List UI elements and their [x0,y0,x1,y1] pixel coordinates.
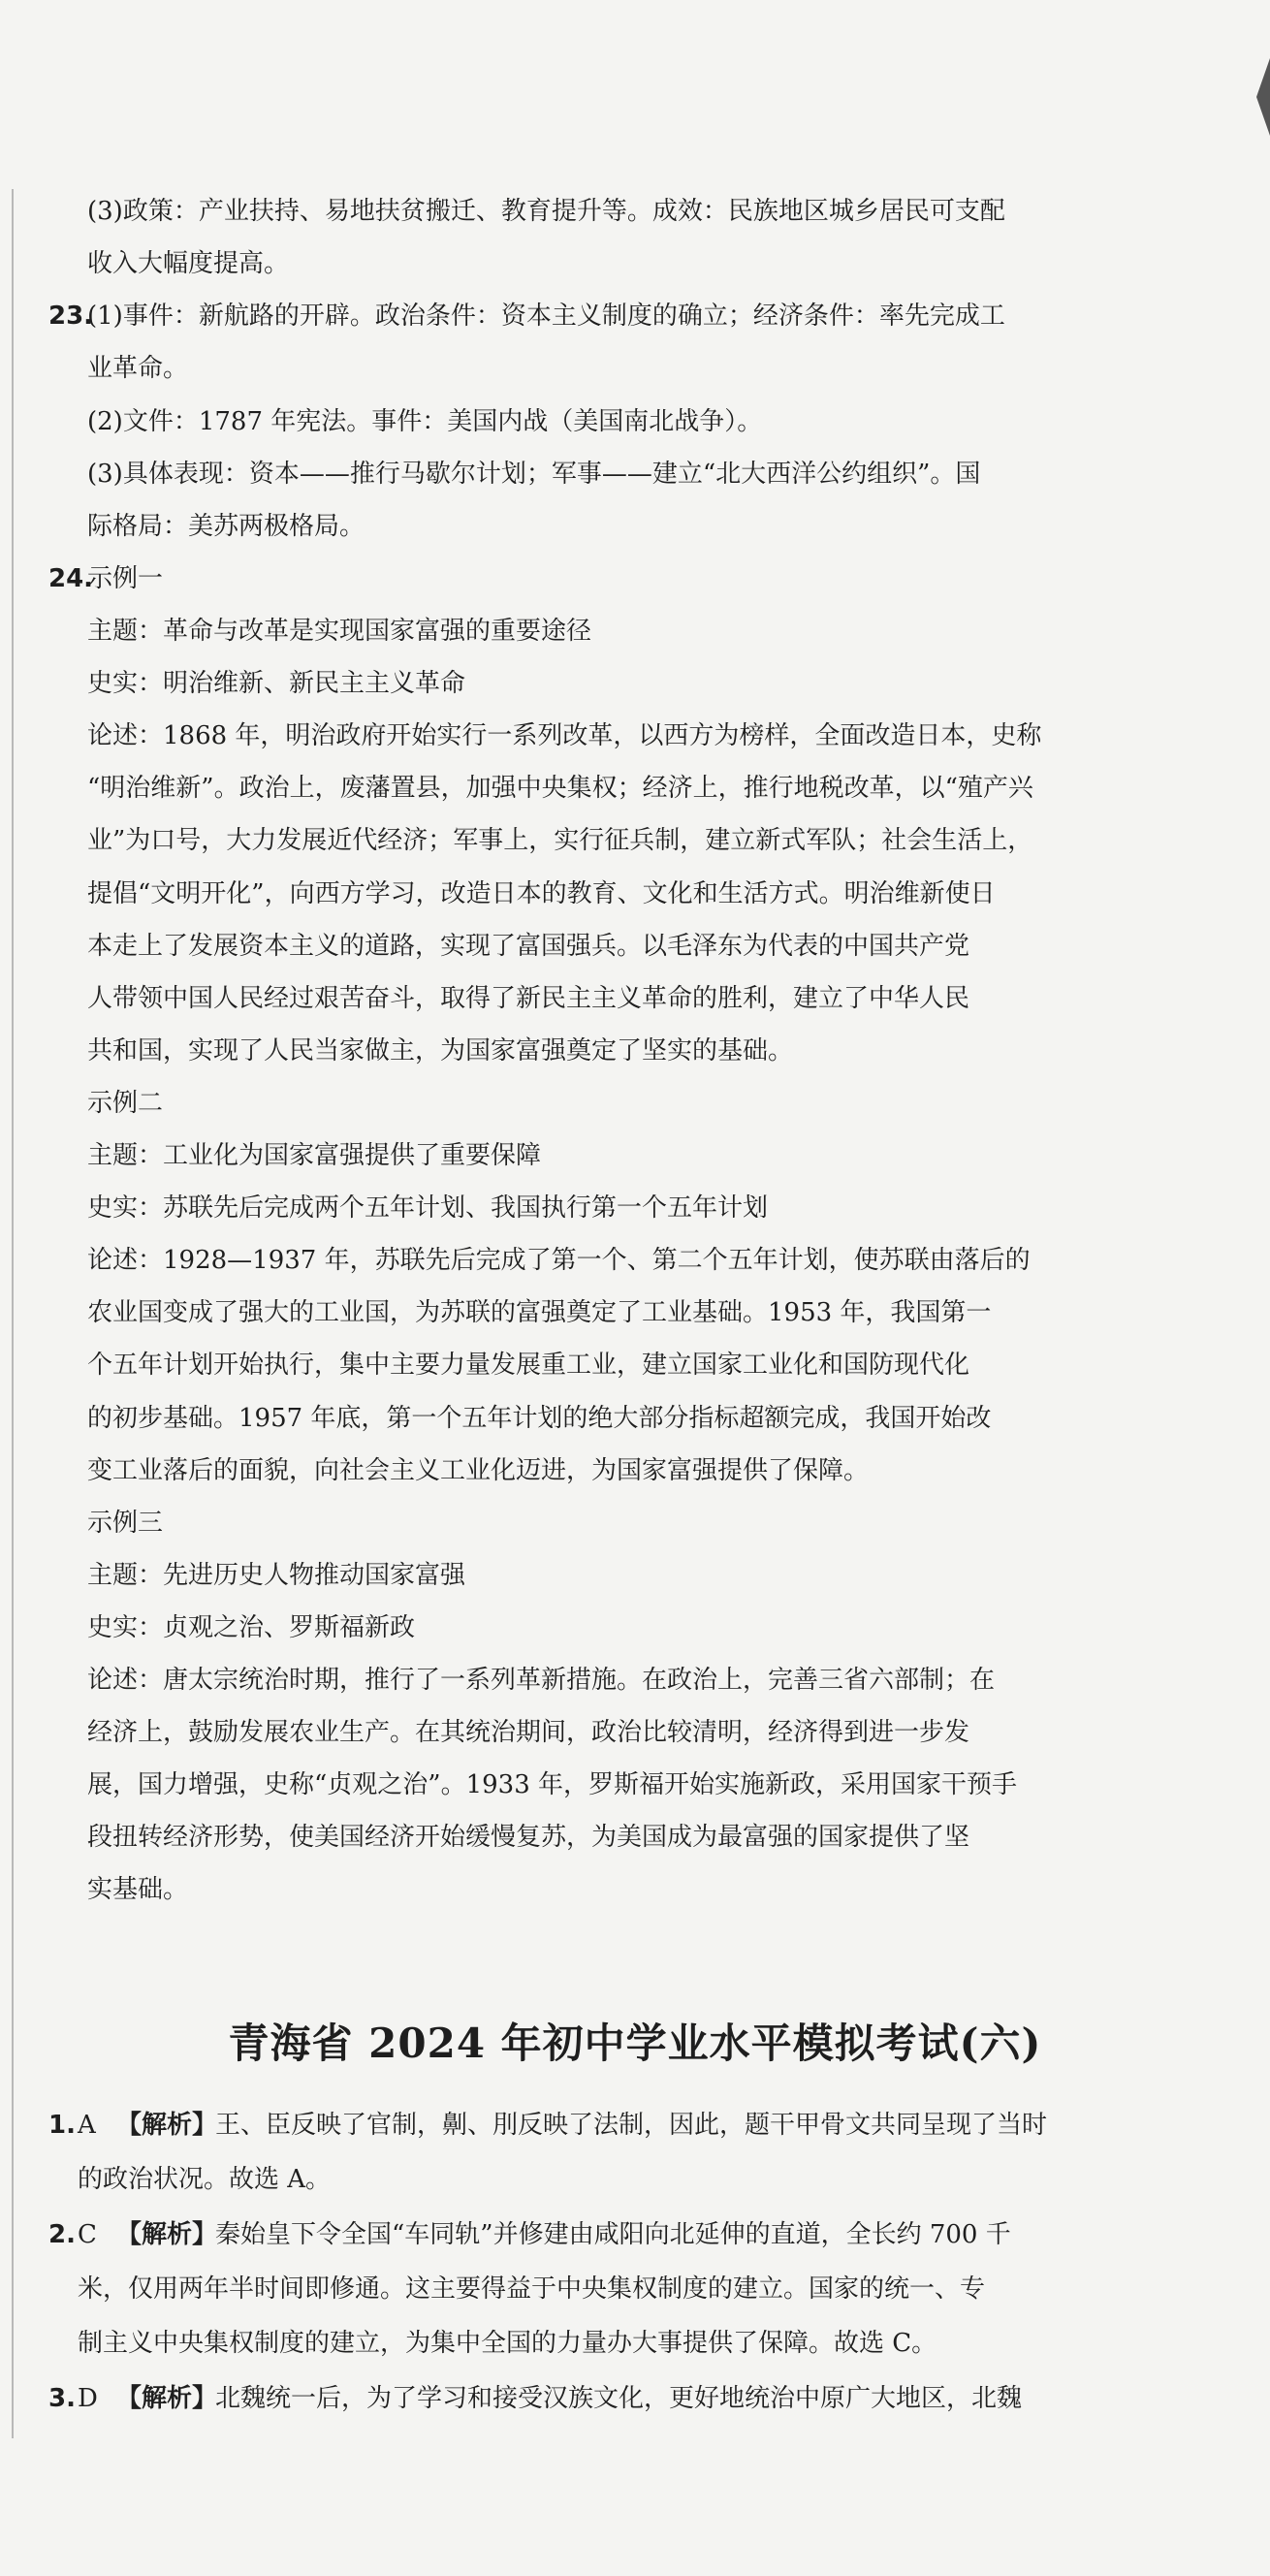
answer-1-choice: A [78,2111,96,2140]
q24-line-13: 论述：1928—1937 年，苏联先后完成了第一个、第二个五年计划，使苏联由落后的 [87,1246,1031,1275]
answer-2-choice: C [78,2220,97,2249]
q24-example-1-label: 示例一 [87,564,164,593]
q24-line-19: 主题：先进历史人物推动国家富强 [87,1561,466,1590]
q24-line-11: 主题：工业化为国家富强提供了重要保障 [87,1141,542,1170]
q24-line-6: 提倡“文明开化”，向西方学习，改造日本的教育、文化和生活方式。明治维新使日 [87,879,996,908]
q24-line-1: 主题：革命与改革是实现国家富强的重要途径 [87,617,592,646]
answer-2-analysis-tag: 【解析】 [116,2220,218,2249]
answer-3-line-1: 北魏统一后，为了学习和接受汉族文化，更好地统治中原广大地区，北魏 [215,2384,1023,2413]
margin-line [12,189,14,2438]
q24-line-10: 示例二 [87,1089,164,1118]
q24-line-16: 的初步基础。1957 年底，第一个五年计划的绝大部分指标超额完成，我国开始改 [87,1404,992,1433]
q23-line-4: (3)具体表现：资本——推行马歇尔计划；军事——建立“北大西洋公约组织”。国 [87,460,981,489]
answer-3-number: 3. [48,2384,76,2413]
q23-line-1: (1)事件：新航路的开辟。政治条件：资本主义制度的确立；经济条件：率先完成工 [87,302,1005,331]
q24-line-25: 实基础。 [87,1875,189,1904]
answer-2-number: 2. [48,2220,76,2249]
q24-line-24: 段扭转经济形势，使美国经济开始缓慢复苏，为美国成为最富强的国家提供了坚 [87,1823,970,1852]
answer-1-line-1: 王、臣反映了官制，劓、刖反映了法制，因此，题干甲骨文共同呈现了当时 [215,2111,1048,2140]
q22-3-line-2: 收入大幅度提高。 [87,249,290,278]
q24-line-2: 史实：明治维新、新民主主义革命 [87,669,466,698]
answer-2-line-1: 秦始皇下令全国“车同轨”并修建由咸阳向北延伸的直道，全长约 700 千 [215,2220,1011,2249]
q22-3-line-1: (3)政策：产业扶持、易地扶贫搬迁、教育提升等。成效：民族地区城乡居民可支配 [87,197,1005,226]
q24-line-7: 本走上了发展资本主义的道路，实现了富国强兵。以毛泽东为代表的中国共产党 [87,932,970,961]
q24-line-21: 论述：唐太宗统治时期，推行了一系列革新措施。在政治上，完善三省六部制；在 [87,1666,996,1695]
answer-2-line-3: 制主义中央集权制度的建立，为集中全国的力量办大事提供了保障。故选 C。 [78,2329,937,2358]
q23-line-5: 际格局：美苏两极格局。 [87,512,365,541]
q24-line-5: 业”为口号，大力发展近代经济；军事上，实行征兵制，建立新式军队；社会生活上， [87,826,1033,855]
q24-line-20: 史实：贞观之治、罗斯福新政 [87,1613,416,1642]
q23-line-2: 业革命。 [87,354,189,383]
corner-mark [1256,58,1270,136]
q24-line-22: 经济上，鼓励发展农业生产。在其统治期间，政治比较清明，经济得到进一步发 [87,1718,970,1747]
q24-line-9: 共和国，实现了人民当家做主，为国家富强奠定了坚实的基础。 [87,1036,794,1065]
answer-1-analysis-tag: 【解析】 [116,2111,218,2140]
q24-number: 24. [48,564,94,593]
answer-3-choice: D [78,2384,98,2413]
answer-2-line-2: 米，仅用两年半时间即修通。这主要得益于中央集权制度的建立。国家的统一、专 [78,2274,986,2304]
exam-title: 青海省 2024 年初中学业水平模拟考试(六) [228,2019,1042,2067]
q24-line-17: 变工业落后的面貌，向社会主义工业化迈进，为国家富强提供了保障。 [87,1456,870,1485]
answer-3-analysis-tag: 【解析】 [116,2384,218,2413]
q24-line-8: 人带领中国人民经过艰苦奋斗，取得了新民主主义革命的胜利，建立了中华人民 [87,984,970,1013]
q24-line-12: 史实：苏联先后完成两个五年计划、我国执行第一个五年计划 [87,1193,769,1223]
q24-line-3: 论述：1868 年，明治政府开始实行一系列改革，以西方为榜样，全面改造日本，史称 [87,721,1042,750]
q24-line-14: 农业国变成了强大的工业国，为苏联的富强奠定了工业基础。1953 年，我国第一 [87,1298,992,1327]
q24-line-23: 展，国力增强，史称“贞观之治”。1933 年，罗斯福开始实施新政，采用国家干预手 [87,1770,1018,1799]
q24-line-18: 示例三 [87,1509,164,1538]
answer-1-line-2: 的政治状况。故选 A。 [78,2165,332,2194]
q24-line-4: “明治维新”。政治上，废藩置县，加强中央集权；经济上，推行地税改革，以“殖产兴 [87,774,1033,803]
q23-number: 23. [48,302,94,331]
q24-line-15: 个五年计划开始执行，集中主要力量发展重工业，建立国家工业化和国防现代化 [87,1351,970,1380]
answer-1-number: 1. [48,2111,76,2140]
q23-line-3: (2)文件：1787 年宪法。事件：美国内战（美国南北战争）。 [87,407,763,436]
